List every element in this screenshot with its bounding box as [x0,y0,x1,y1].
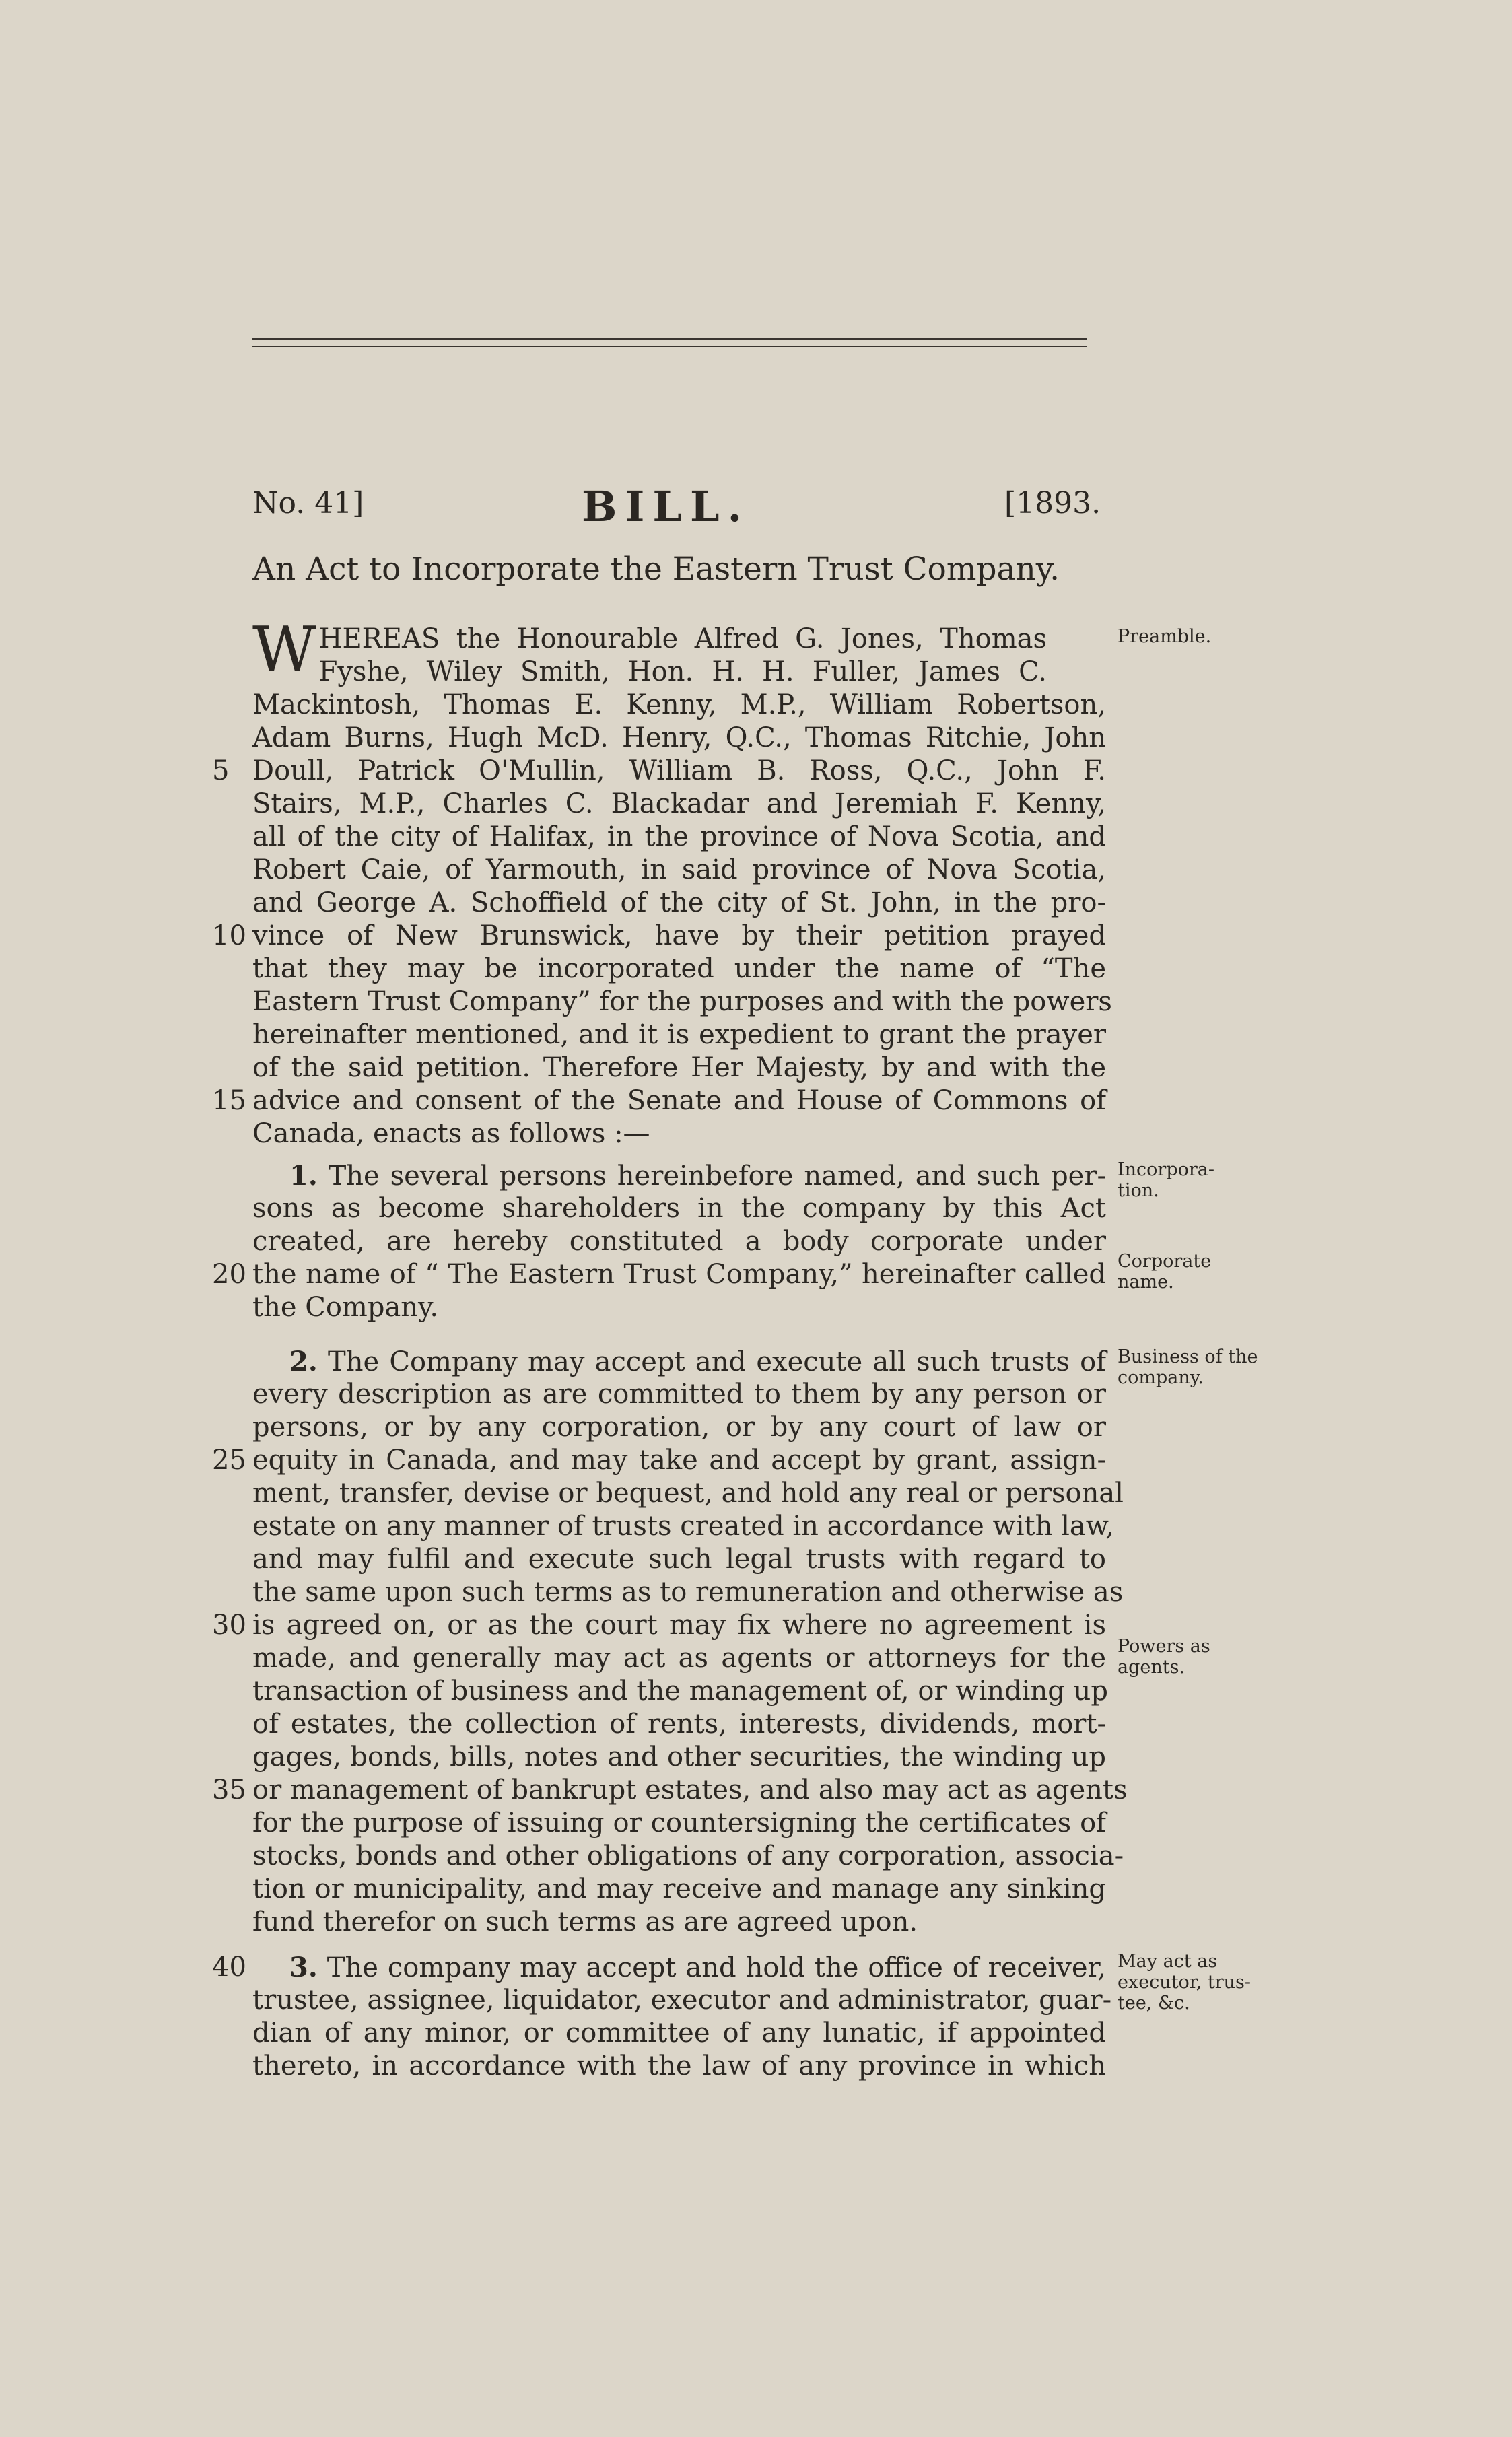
margin-note-business: Business of the company. [1118,1346,1258,1388]
text-line: Robert Caie, of Yarmouth, in said province of Nova Scotia, [252,854,1106,885]
margin-note-preamble: Preamble. [1118,626,1212,647]
text-line: created, are hereby constituted a body corporate under [252,1226,1106,1257]
line-number: 25 [212,1445,246,1476]
text-line [252,1951,1106,1984]
text-line: thereto, in accordance with the law of any province in which [252,2051,1106,2082]
line-number: 15 [212,1085,246,1116]
text-line: the name of “ The Eastern Trust Company,” hereinafter called [252,1259,1106,1290]
text-line: Canada, enacts as follows :— [252,1118,650,1149]
drop-cap: W [252,613,316,685]
text-line: advice and consent of the Senate and House of Commons of [252,1085,1106,1116]
text-line [252,1345,1106,1378]
text-line: and may fulfil and execute such legal trusts with regard to [252,1544,1106,1575]
section-text: The Company may accept and execute all such trusts of [328,1346,1106,1377]
section-3 [212,1951,1114,2083]
text-line: the Company. [252,1292,439,1323]
text-line: fund therefor on such terms as are agreed upon. [252,1907,918,1937]
line-number: 10 [212,920,246,951]
section-number: 1. [289,1160,318,1192]
bill-heading: BILL. [582,482,751,531]
margin-note-executor: May act as executor, trus-tee, &c. [1118,1951,1251,2014]
section-number: 2. [289,1346,318,1377]
text-line: Doull, Patrick O'Mullin, William B. Ross, Q.C., John F. [252,755,1106,786]
line-number: 35 [212,1775,246,1806]
text-line: Eastern Trust Company” for the purposes and with the powers [252,986,1112,1017]
preamble [212,613,1114,1151]
text-line: the same upon such terms as to remuneration and otherwise as [252,1577,1124,1608]
text-line: or management of bankrupt estates, and also may act as agents [252,1775,1128,1806]
section-text: The several persons hereinbefore named, and such per- [328,1161,1106,1192]
text-line: for the purpose of issuing or countersigning the certificates of [252,1808,1106,1839]
line-number: 20 [212,1259,246,1290]
text-line: Mackintosh, Thomas E. Kenny, M.P., William Robertson, [252,689,1106,720]
line-number: 40 [212,1952,246,1983]
text-line: sons as become shareholders in the company by this Act [252,1193,1106,1224]
text-line: estate on any manner of trusts created in accordance with law, [252,1511,1114,1542]
text-line: that they may be incorporated under the name of “The [252,953,1106,984]
text-line: HEREAS the Honourable Alfred G. Jones, Thomas [318,623,1047,654]
text-line: Stairs, M.P., Charles C. Blackadar and Jeremiah F. Kenny, [252,788,1106,819]
text-line: is agreed on, or as the court may fix where no agreement is [252,1610,1106,1641]
margin-note-powers-agents: Powers as agents. [1118,1636,1210,1678]
text-line: tion or municipality, and may receive and manage any sinking [252,1874,1106,1904]
text-line: trustee, assignee, liquidator, executor and administrator, guar- [252,1985,1112,2016]
top-rule-thin [252,346,1087,347]
text-line: Fyshe, Wiley Smith, Hon. H. H. Fuller, James C. [318,656,1047,687]
bill-year: [1893. [1004,486,1101,520]
bill-number: No. 41] [252,486,364,520]
section-2 [212,1345,1128,1939]
text-line: of estates, the collection of rents, interests, dividends, mort- [252,1709,1106,1740]
text-line: every description as are committed to them by any person or [252,1379,1106,1410]
text-line: hereinafter mentioned, and it is expedient to grant the prayer [252,1019,1106,1050]
text-line: and George A. Schoffield of the city of St. John, in the pro- [252,887,1106,918]
text-line: of the said petition. Therefore Her Majesty, by and with the [252,1052,1106,1083]
text-line: stocks, bonds and other obligations of any corporation, associa- [252,1841,1124,1872]
top-rule [252,338,1087,340]
text-line: Adam Burns, Hugh McD. Henry, Q.C., Thomas Ritchie, John [252,722,1106,753]
text-line [252,1159,1106,1192]
margin-note-incorporation: Incorpora-tion. [1118,1159,1215,1201]
text-line: all of the city of Halifax, in the province of Nova Scotia, and [252,821,1106,852]
section-number: 3. [289,1952,318,1983]
text-line: gages, bonds, bills, notes and other securities, the winding up [252,1742,1106,1773]
text-line: dian of any minor, or committee of any lunatic, if appointed [252,2018,1106,2049]
text-line: made, and generally may act as agents or attorneys for the [252,1643,1106,1674]
margin-note-corporate-name: Corporate name. [1118,1251,1212,1293]
line-number: 5 [212,755,230,786]
act-title: An Act to Incorporate the Eastern Trust Company. [252,551,1060,588]
text-line: equity in Canada, and may take and accept by grant, assign- [252,1445,1106,1476]
section-1 [212,1159,1114,1324]
line-number: 30 [212,1610,246,1641]
text-line: vince of New Brunswick, have by their petition prayed [252,920,1106,951]
text-line: ment, transfer, devise or bequest, and hold any real or personal [252,1478,1124,1509]
section-text: The company may accept and hold the office of receiver, [327,1952,1106,1983]
text-line: transaction of business and the management of, or winding up [252,1676,1108,1707]
text-line: persons, or by any corporation, or by any court of law or [252,1412,1106,1443]
